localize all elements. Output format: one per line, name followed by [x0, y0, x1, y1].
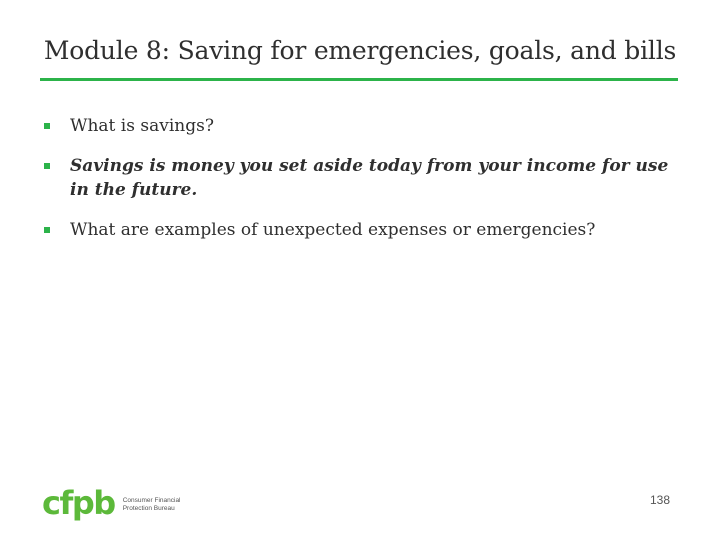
- title-underline: [40, 78, 678, 81]
- slide-title: Module 8: Saving for emergencies, goals, and bills: [43, 36, 677, 65]
- bullet-text: What are examples of unexpected expenses or emergencies?: [70, 220, 596, 240]
- bullet-item: [44, 114, 674, 138]
- logo-line-1: Consumer Financial: [122, 497, 181, 504]
- square-bullet-icon: [44, 163, 50, 169]
- square-bullet-icon: [44, 227, 50, 233]
- square-bullet-icon: [44, 123, 50, 129]
- bullet-item: [44, 154, 674, 202]
- cfpb-logo: [42, 486, 181, 520]
- bullet-text: Savings is money you set aside today from your income for use in the future.: [70, 156, 669, 200]
- cfpb-logo-text: [123, 497, 181, 513]
- logo-line-2: Protection Bureau: [122, 505, 175, 512]
- page-number: 138: [649, 493, 670, 507]
- bullet-list: [44, 114, 674, 258]
- bullet-item: [44, 218, 674, 242]
- bullet-text: What is savings?: [70, 116, 214, 136]
- cfpb-logo-mark: cfpb: [42, 484, 115, 522]
